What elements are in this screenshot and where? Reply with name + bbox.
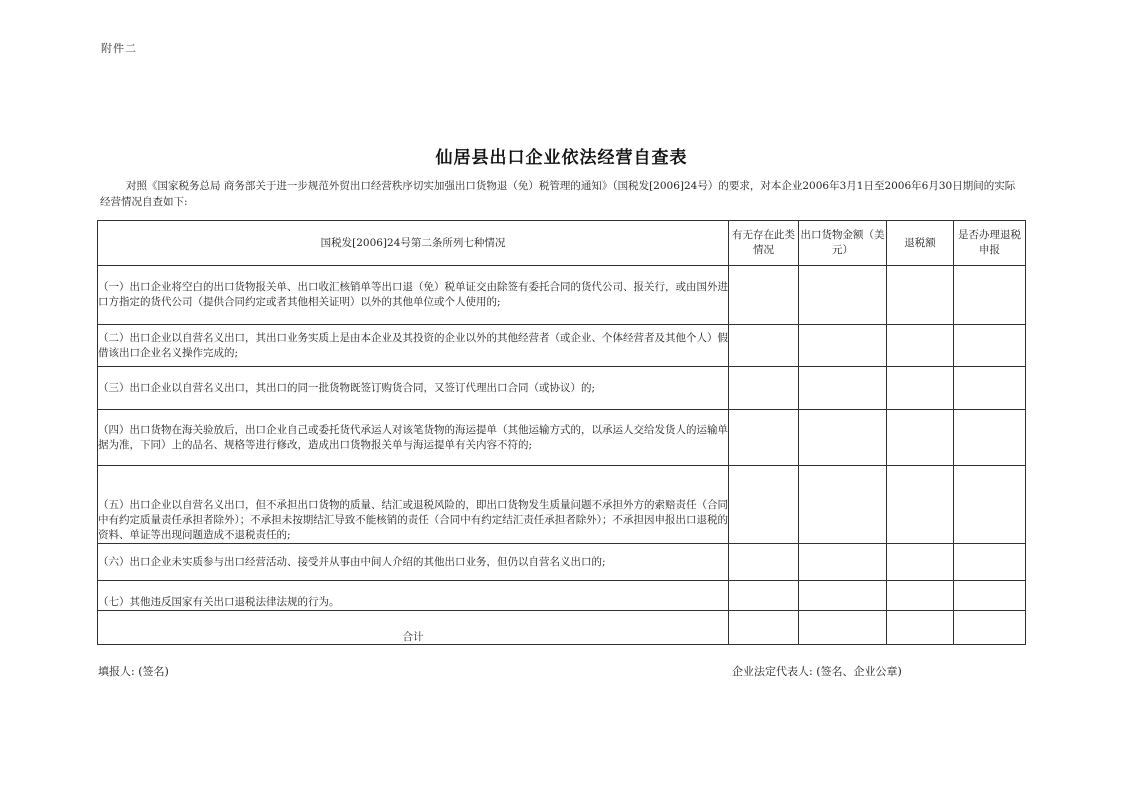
row-5-amount-cell[interactable] xyxy=(799,466,887,544)
row-4-applied-cell[interactable] xyxy=(954,410,1026,466)
total-label: 合计 xyxy=(98,611,729,645)
row-6-text: （六）出口企业未实质参与出口经营活动、接受并从事由中间人介绍的其他出口业务，但仍以自营名义出口的; xyxy=(98,544,729,581)
table-row xyxy=(98,266,1026,325)
table-header-row xyxy=(98,221,1026,266)
row-7-refund-cell[interactable] xyxy=(887,581,954,611)
row-5-refund-cell[interactable] xyxy=(887,466,954,544)
row-5-exist-cell[interactable] xyxy=(729,466,799,544)
row-7-applied-cell[interactable] xyxy=(954,581,1026,611)
table-row xyxy=(98,367,1026,410)
header-refund: 退税额 xyxy=(887,221,954,266)
table-row xyxy=(98,325,1026,367)
reporter-signature-label: 填报人: (签名) xyxy=(98,665,169,678)
row-5-text: （五）出口企业以自营名义出口，但不承担出口货物的质量、结汇或退税风险的，即出口货物发生质量问题不承担外方的索赔责任（合同中有约定质量责任承担者除外）；不承担未按期结汇导致不能核销的责任（合同中有约定结汇责任承担者除外）；不承担因申报出口退税的资料、单证等出现问题造成不退税责任的; xyxy=(98,466,729,544)
row-3-applied-cell[interactable] xyxy=(954,367,1026,410)
table-row xyxy=(98,466,1026,544)
total-refund-cell[interactable] xyxy=(887,611,954,645)
total-row xyxy=(98,611,1026,645)
total-amount-cell[interactable] xyxy=(799,611,887,645)
row-7-text: （七）其他违反国家有关出口退税法律法规的行为。 xyxy=(98,581,729,611)
row-2-text: （二）出口企业以自营名义出口，其出口业务实质上是由本企业及其投资的企业以外的其他经营者（或企业、个体经营者及其他个人）假借该出口企业名义操作完成的; xyxy=(98,325,729,367)
intro-paragraph: 对照《国家税务总局 商务部关于进一步规范外贸出口经营秩序切实加强出口货物退（免）税管理的通知》（国税发[2006]24号）的要求，对本企业2006年3月1日至2006年6月30日期间的实际经营情况自查如下: xyxy=(100,180,1016,208)
total-exist-cell[interactable] xyxy=(729,611,799,645)
total-applied-cell[interactable] xyxy=(954,611,1026,645)
row-3-text: （三）出口企业以自营名义出口，其出口的同一批货物既签订购货合同，又签订代理出口合同（或协议）的; xyxy=(98,367,729,410)
legal-rep-signature-label: 企业法定代表人: (签名、企业公章) xyxy=(732,665,902,678)
row-3-amount-cell[interactable] xyxy=(799,367,887,410)
row-4-exist-cell[interactable] xyxy=(729,410,799,466)
row-4-refund-cell[interactable] xyxy=(887,410,954,466)
self-check-table xyxy=(97,220,1026,645)
row-1-refund-cell[interactable] xyxy=(887,266,954,325)
table-row xyxy=(98,581,1026,611)
row-2-applied-cell[interactable] xyxy=(954,325,1026,367)
header-item: 国税发[2006]24号第二条所列七种情况 xyxy=(98,221,729,266)
row-5-applied-cell[interactable] xyxy=(954,466,1026,544)
row-4-amount-cell[interactable] xyxy=(799,410,887,466)
row-3-refund-cell[interactable] xyxy=(887,367,954,410)
row-2-amount-cell[interactable] xyxy=(799,325,887,367)
attachment-label: 附件二 xyxy=(101,42,137,55)
row-6-exist-cell[interactable] xyxy=(729,544,799,581)
row-6-applied-cell[interactable] xyxy=(954,544,1026,581)
row-7-exist-cell[interactable] xyxy=(729,581,799,611)
row-6-amount-cell[interactable] xyxy=(799,544,887,581)
header-applied: 是否办理退税申报 xyxy=(954,221,1026,266)
row-7-amount-cell[interactable] xyxy=(799,581,887,611)
row-1-amount-cell[interactable] xyxy=(799,266,887,325)
row-1-applied-cell[interactable] xyxy=(954,266,1026,325)
row-2-refund-cell[interactable] xyxy=(887,325,954,367)
row-1-text: （一）出口企业将空白的出口货物报关单、出口收汇核销单等出口退（免）税单证交由除签有委托合同的货代公司、报关行，或由国外进口方指定的货代公司（提供合同约定或者其他相关证明）以外的其他单位或个人使用的; xyxy=(98,266,729,325)
row-3-exist-cell[interactable] xyxy=(729,367,799,410)
header-exist: 有无存在此类情况 xyxy=(729,221,799,266)
row-4-text: （四）出口货物在海关验放后，出口企业自己或委托货代承运人对该笔货物的海运提单（其他运输方式的，以承运人交给发货人的运输单据为准，下同）上的品名、规格等进行修改，造成出口货物报关单与海运提单有关内容不符的; xyxy=(98,410,729,466)
header-amount: 出口货物金额（美元） xyxy=(799,221,887,266)
row-6-refund-cell[interactable] xyxy=(887,544,954,581)
row-2-exist-cell[interactable] xyxy=(729,325,799,367)
table-row xyxy=(98,544,1026,581)
page-title: 仙居县出口企业依法经营自查表 xyxy=(435,148,688,168)
table-row xyxy=(98,410,1026,466)
row-1-exist-cell[interactable] xyxy=(729,266,799,325)
